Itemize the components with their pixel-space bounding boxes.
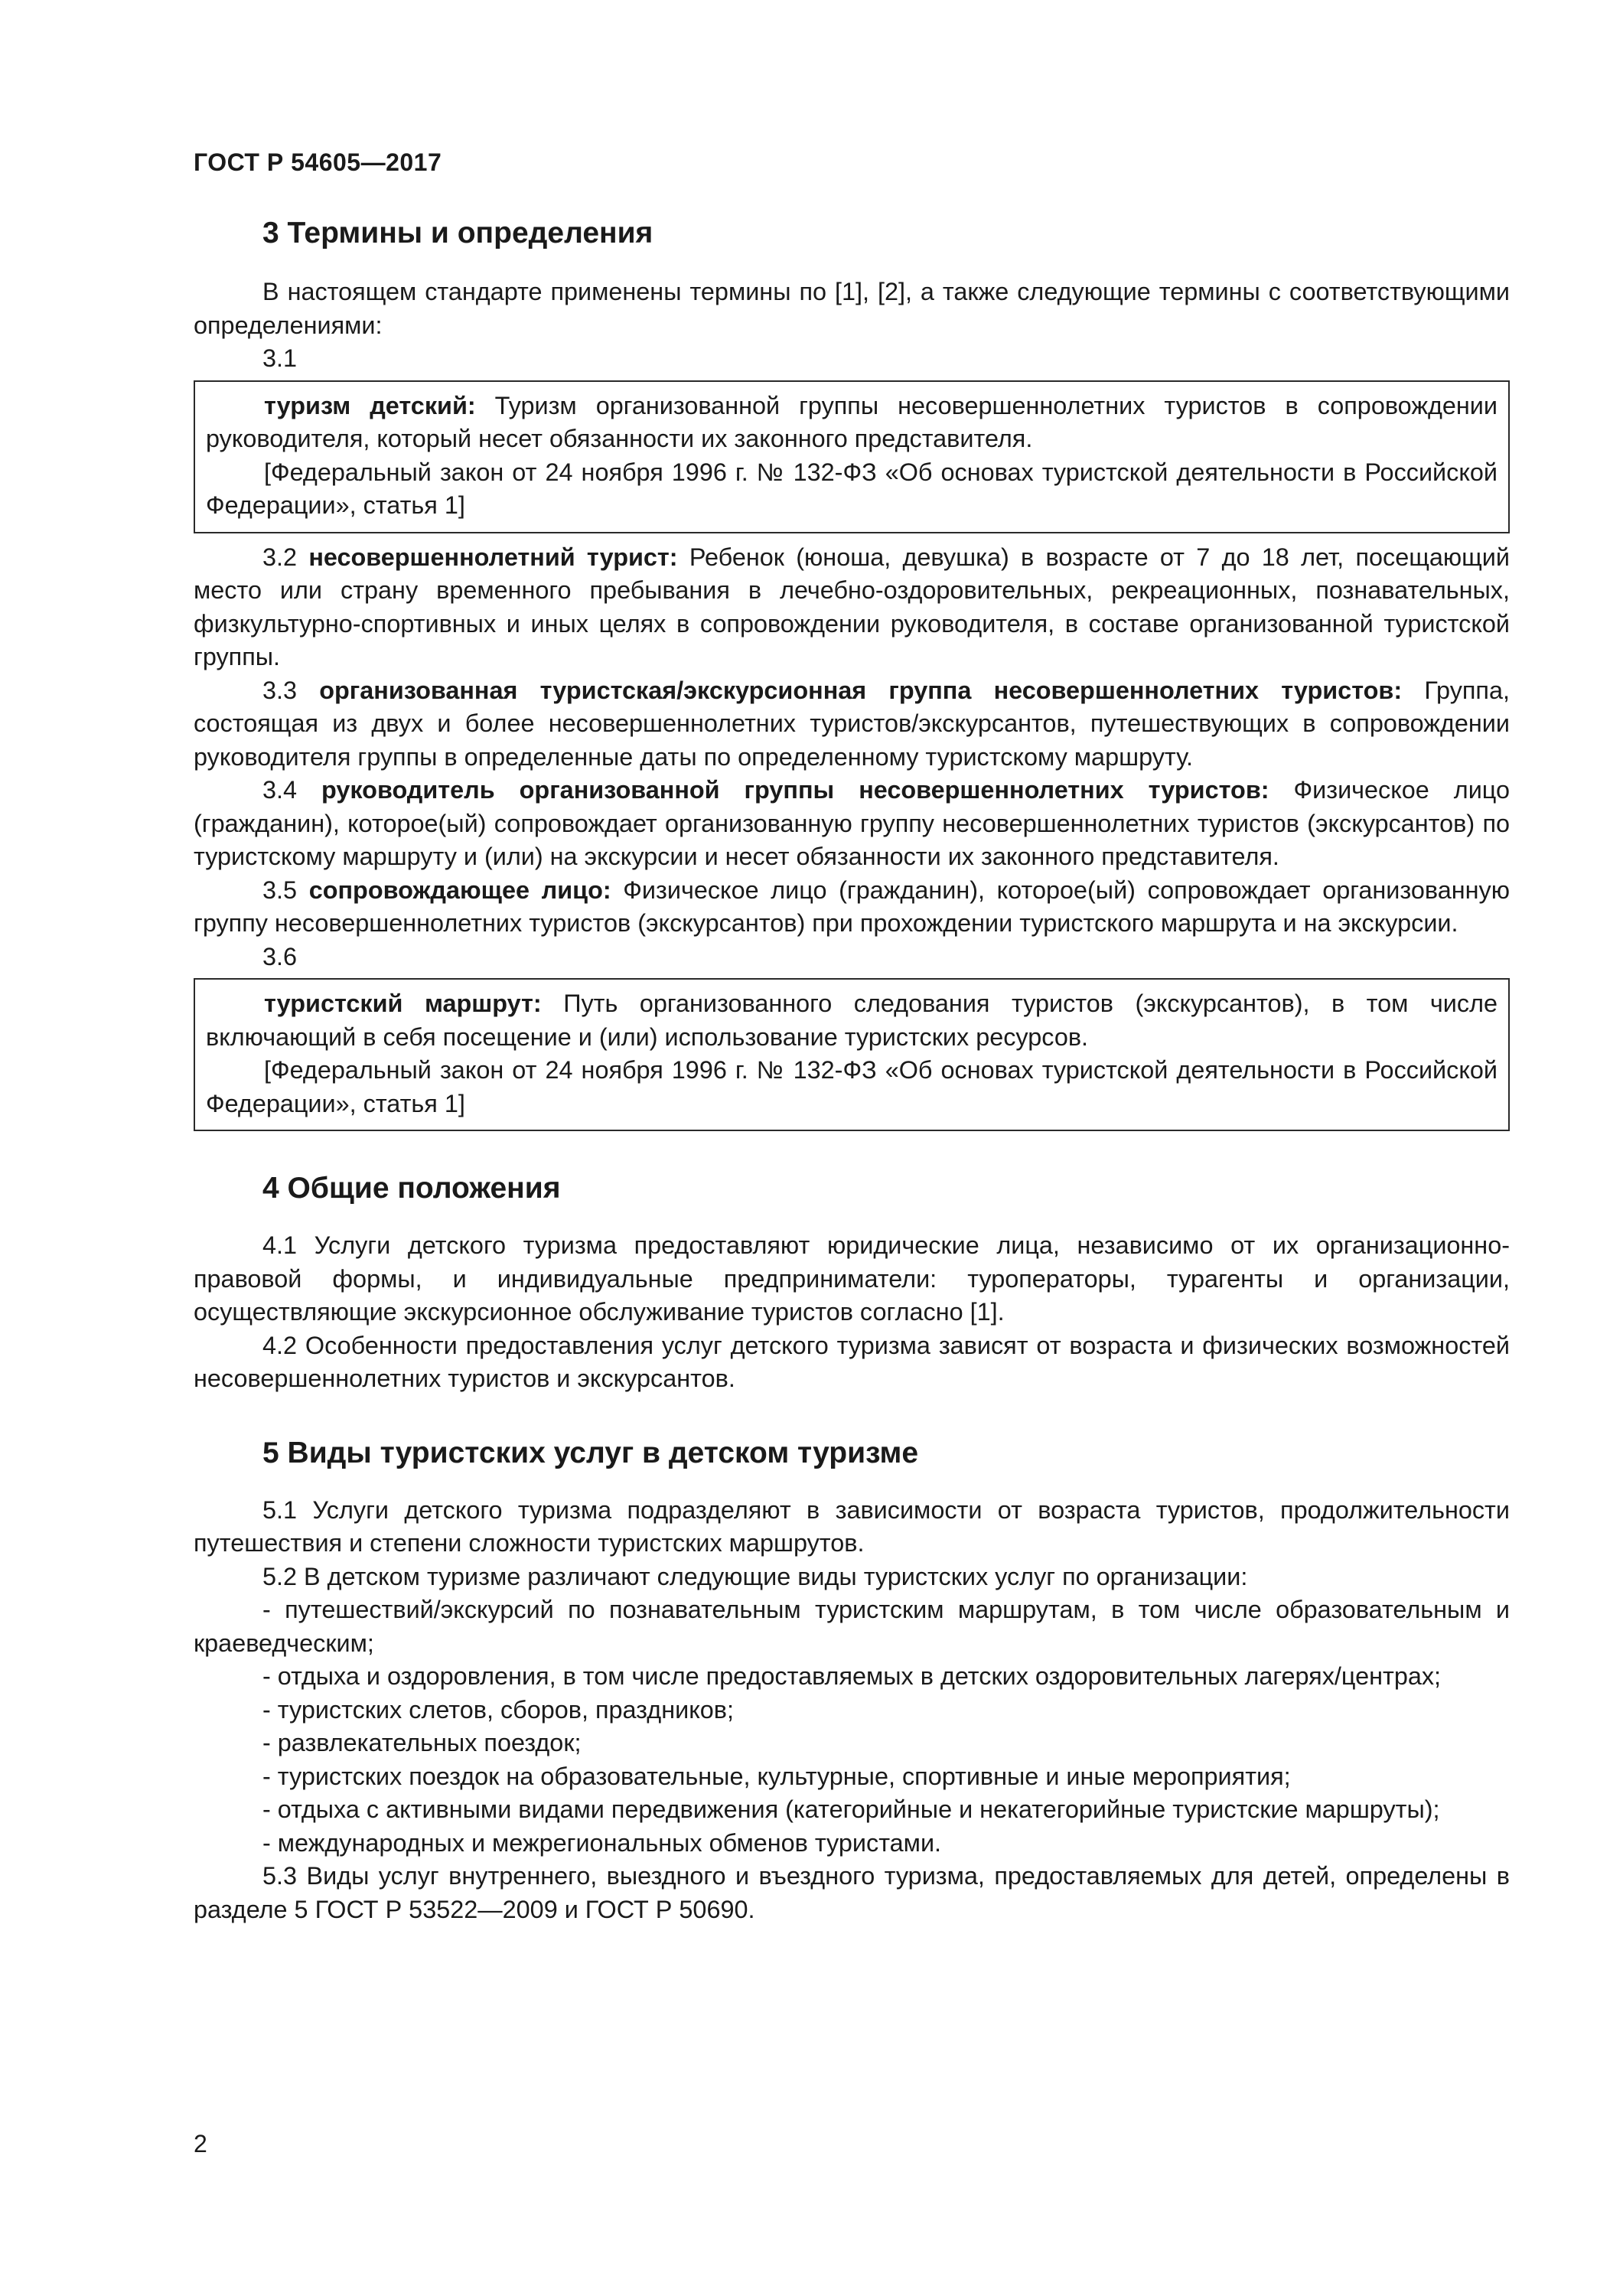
term-3-1-number: 3.1	[262, 344, 298, 372]
term-3-1-text: Туризм организованной группы несовершеннолетних туристов в сопровождении руководителя, который несет обязанности их законного представителя.	[206, 391, 1498, 452]
list-item: - международных и межрегиональных обменов туристами.	[262, 1828, 942, 1857]
section-5-title: 5 Виды туристских услуг в детском туризме	[262, 1436, 919, 1469]
term-3-3-number: 3.3	[262, 676, 320, 704]
term-3-1-box	[194, 380, 1510, 533]
clause-5-2: 5.2 В детском туризме различают следующие виды туристских услуг по организации:	[262, 1562, 1248, 1590]
section-3-intro: В настоящем стандарте применены термины по [1], [2], а также следующие термины с соответствующими определениями:	[194, 278, 1510, 339]
list-item: - отдыха с активными видами передвижения (категорийные и некатегорийные туристские маршруты);	[262, 1795, 1440, 1823]
term-3-5-number: 3.5	[262, 876, 309, 904]
term-3-1-definition	[206, 390, 1498, 456]
term-3-4-text: Физическое лицо (гражданин), которое(ый) сопровождает организованную группу несовершеннолетних туристов (экскурсантов) по туристскому маршруту и (или) на экскурсии и несет обязанности их законного представителя.	[194, 776, 1510, 870]
list-item: - туристских слетов, сборов, праздников;	[262, 1695, 734, 1724]
clause-4-2: 4.2 Особенности предоставления услуг детского туризма зависят от возраста и физических возможностей несовершеннолетних туристов и экскурсантов.	[194, 1331, 1510, 1392]
term-3-6-box	[194, 978, 1510, 1131]
term-3-4-term: руководитель организованной группы несовершеннолетних туристов:	[321, 776, 1269, 804]
page-content	[194, 214, 1510, 1926]
term-3-5-term: сопровождающее лицо:	[308, 876, 611, 904]
term-3-3-text: Группа, состоящая из двух и более несовершеннолетних туристов/экскурсантов, путешествующих в сопровождении руководителя группы в определенные даты по определенному туристскому маршруту.	[194, 676, 1510, 771]
term-3-3	[194, 674, 1510, 775]
term-3-4-number: 3.4	[262, 776, 322, 804]
clause-5-3: 5.3 Виды услуг внутреннего, выездного и въездного туризма, предоставляемых для детей, определены в разделе 5 ГОСТ Р 53522—2009 и ГОСТ Р 50690.	[194, 1862, 1510, 1923]
term-3-6-text: Путь организованного следования туристов (экскурсантов), в том числе включающий в себя посещение и (или) использование туристских ресурсов.	[206, 990, 1498, 1051]
clause-4-1: 4.1 Услуги детского туризма предоставляют юридические лица, независимо от их организационно-правовой формы, и индивидуальные предприниматели: туроператоры, турагенты и организации, осуществляющие экскурсионное обслуживание туристов согласно [1].	[194, 1231, 1510, 1326]
section-4-title: 4 Общие положения	[262, 1172, 561, 1205]
term-3-2-term: несовершеннолетний турист:	[308, 543, 678, 571]
term-3-5-text: Физическое лицо (гражданин), которое(ый) сопровождает организованную группу несовершеннолетних туристов (экскурсантов) при прохождении туристского маршрута и на экскурсии.	[194, 876, 1510, 937]
term-3-4	[194, 774, 1510, 874]
clause-5-1: 5.1 Услуги детского туризма подразделяют в зависимости от возраста туристов, продолжительности путешествия и степени сложности туристских маршрутов.	[194, 1495, 1510, 1557]
list-item: - отдыха и оздоровления, в том числе предоставляемых в детских оздоровительных лагерях/центрах;	[262, 1662, 1442, 1690]
list-item: - путешествий/экскурсий по познавательным туристским маршрутам, в том числе образовательным и краеведческим;	[194, 1596, 1510, 1657]
term-3-6-source: [Федеральный закон от 24 ноября 1996 г. № 132-ФЗ «Об основах туристской деятельности в Российской Федерации», статья 1]	[206, 1056, 1498, 1117]
list-item: - туристских поездок на образовательные, культурные, спортивные и иные мероприятия;	[262, 1762, 1291, 1790]
term-3-6-term: туристский маршрут:	[264, 990, 542, 1017]
section-3-title: 3 Термины и определения	[262, 217, 653, 249]
doc-code-header: ГОСТ Р 54605—2017	[194, 148, 442, 176]
term-3-1-term: туризм детский:	[264, 391, 476, 419]
term-3-1-source: [Федеральный закон от 24 ноября 1996 г. № 132-ФЗ «Об основах туристской деятельности в Российской Федерации», статья 1]	[206, 458, 1498, 519]
list-item: - развлекательных поездок;	[262, 1729, 582, 1756]
term-3-3-term: организованная туристская/экскурсионная группа несовершеннолетних туристов:	[319, 676, 1403, 704]
term-3-6-number: 3.6	[262, 942, 298, 970]
term-3-6-definition	[206, 987, 1498, 1054]
term-3-2-number: 3.2	[262, 543, 309, 571]
term-3-2-text: Ребенок (юноша, девушка) в возрасте от 7 до 18 лет, посещающий место или страну временного пребывания в лечебно-оздоровительных, рекреационных, познавательных, физкультурно-спортивных и иных целях в сопровождении руководителя, в составе организованной туристской группы.	[194, 543, 1510, 670]
term-3-5	[194, 874, 1510, 941]
page-number: 2	[194, 2130, 207, 2157]
term-3-2	[194, 541, 1510, 674]
